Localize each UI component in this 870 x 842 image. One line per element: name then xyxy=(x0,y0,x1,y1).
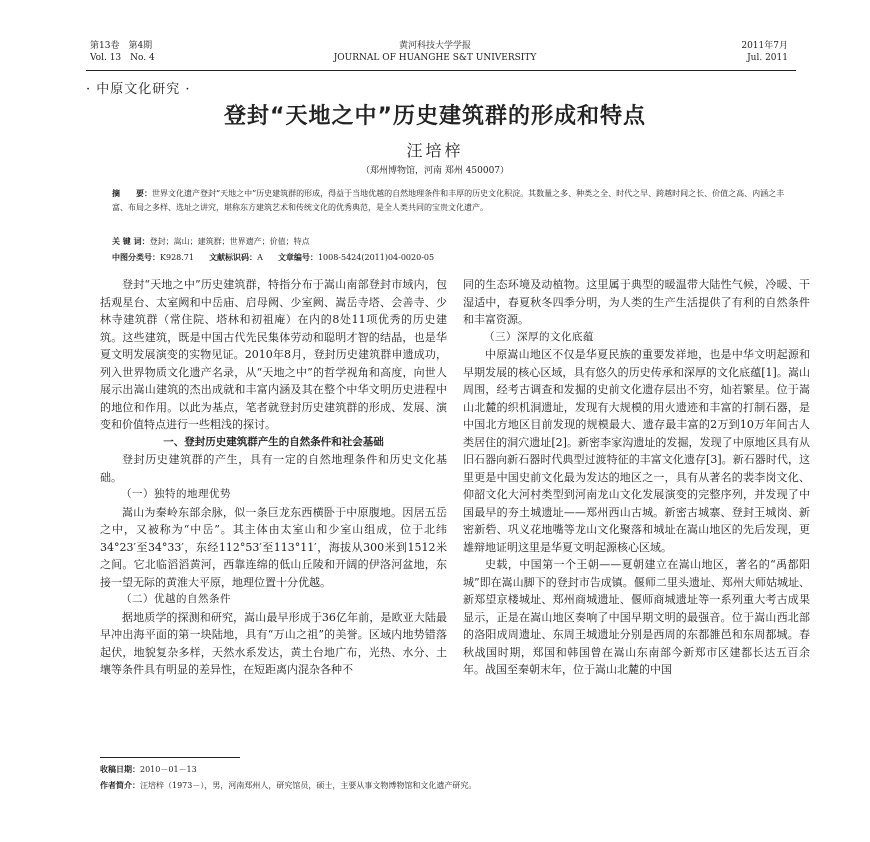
header-date-en: Jul. 2011 xyxy=(747,53,788,63)
received-label: 收稿日期： xyxy=(100,764,140,774)
header-journal-en: JOURNAL OF HUANGHE S&T UNIVERSITY xyxy=(333,53,537,63)
clc-label: 中图分类号： xyxy=(112,252,160,262)
classification-line xyxy=(112,252,434,263)
subsection-heading: （二）优越的自然条件 xyxy=(121,593,231,605)
clc-value: K928.71 xyxy=(160,253,194,262)
header-journal-cn: 黄河科技大学学报 xyxy=(398,41,471,51)
article-title: 登封“天地之中”历史建筑群的形成和特点 xyxy=(224,104,646,129)
subsection-heading: （三）深厚的文化底蕴 xyxy=(484,330,594,343)
body-paragraph: 史载，中国第一个王朝——夏朝建立在嵩山地区，著名的“禹都阳城”即在嵩山脚下的登封市告成镇。偃师二里头遗址、郑州大师姑城址、新郑望京楼城址、郑州商城遗址、偃师商城遗址等一系列重大考古成果显示，正是在嵩山地区奏响了中国早期文明的最强音。位于嵩山西北部的洛阳成周遗址、东周王城遗址分别是西周的东都雒邑和东周都城。春秋战国时期，郑国和韩国曾在嵩山东南部今新郑市区建都长达五百余年。战国至秦朝末年，位于嵩山北麓的中国 xyxy=(463,558,810,676)
doc-code-label: 文献标识码： xyxy=(209,252,258,262)
body-paragraph: 登封历史建筑群的产生，具有一定的自然地理条件和历史文化基础。 xyxy=(100,453,447,484)
keywords-label: 关 键 词： xyxy=(112,236,150,246)
header-date xyxy=(741,40,788,64)
received-value: 2010－01－13 xyxy=(140,765,197,774)
header-volume-cn: 第13卷 第4期 xyxy=(90,41,153,51)
body-paragraph: 同的生态环境及动植物。这里属于典型的暖温带大陆性气候，冷暖、干湿适中，春夏秋冬四季分明，为人类的生产生活提供了有利的自然条件和丰富资源。 xyxy=(463,278,810,326)
article-author: 汪培梓 xyxy=(406,141,464,160)
author-affiliation: （郑州博物馆，河南 郑州 450007） xyxy=(360,166,510,176)
header-divider xyxy=(86,70,796,71)
abstract-text: 世界文化遗产登封“天地之中”历史建筑群的形成，得益于当地优越的自然地理条件和丰厚的历史文化积淀。其数量之多、种类之全、时代之早、跨越时间之长、价值之高、内涵之丰富、布局之多样、选址之讲究，堪称东方建筑艺术和传统文化的优秀典范，是全人类共同的宝贵文化遗产。 xyxy=(112,189,785,212)
body-paragraph: 据地质学的探测和研究，嵩山最早形成于36亿年前，是欧亚大陆最早冲出海平面的第一块陆地，具有“万山之祖”的美誉。区域内地势错落起伏，地貌复杂多样，天然水系发达，黄土台地广布，光热、水分、土壤等条件具有明显的差异性，在短距离内混杂各种不 xyxy=(100,610,447,676)
body-paragraph: 中原嵩山地区不仅是华夏民族的重要发祥地，也是中华文明起源和早期发展的核心区域，具有悠久的历史传承和深厚的文化底蕴[1]。嵩山周围，经考古调查和发掘的史前文化遗存层出不穷，灿若繁星。位于嵩山北麓的织机洞遗址，发现有大规模的用火遗迹和丰富的打制石器，是中国北方地区目前发现的规模最大、遗存最丰富的2万到10万年间古人类居住的洞穴遗址[2]。新密李家沟遗址的发掘，发现了中原地区具有从旧石器向新石器时代典型过渡特征的丰富文化遗存[3]。新石器时代，这里更是中国史前文化最为发达的地区之一，具有从著名的裴李岗文化、仰韶文化大河村类型到河南龙山文化发展演变的完整序列，并发现了中国最早的夯土城遗址——郑州西山古城。新密古城寨、登封王城岗、新密新砦、巩义花地嘴等龙山文化聚落和城址在嵩山地区的先后发现，更雄辩地证明这里是华夏文明起源核心区域。 xyxy=(463,348,810,554)
subsection-heading: （一）独特的地理优势 xyxy=(121,488,231,500)
abstract-label: 摘 要： xyxy=(112,188,152,198)
section-label: · 中原文化研究 · xyxy=(86,82,191,97)
keywords xyxy=(112,236,310,247)
body-column-right xyxy=(463,276,810,679)
article-id-label: 文章编号： xyxy=(277,252,318,262)
author-bio-text: 汪培梓（1973－），男，河南郑州人，研究馆员，硕士，主要从事文物博物馆和文化遗产研究。 xyxy=(140,781,477,790)
header-volume-en: Vol. 13 No. 4 xyxy=(90,53,155,63)
abstract xyxy=(112,186,787,215)
section-heading: 一、登封历史建筑群产生的自然条件和社会基础 xyxy=(163,435,384,448)
author-bio xyxy=(100,780,476,791)
header-journal xyxy=(0,40,870,64)
article-id-value: 1008-5424(2011)04-0020-05 xyxy=(317,253,435,262)
keywords-text: 登封；嵩山；建筑群；世界遗产；价值；特点 xyxy=(149,237,310,246)
author-bio-label: 作者简介： xyxy=(100,780,140,790)
body-paragraph: 嵩山为秦岭东部余脉，似一条巨龙东西横卧于中原腹地。因居五岳之中，又被称为“中岳”。其主体由太室山和少室山组成，位于北纬34°23′至34°33′，东经112°53′至113°11′，海拔从300米到1512米之间。它北临滔滔黄河，西靠连绵的低山丘陵和开阔的伊洛河盆地，东接一望无际的黄淮大平原，地理位置十分优越。 xyxy=(100,505,447,589)
received-date xyxy=(100,764,197,775)
body-column-left xyxy=(100,276,447,679)
body-paragraph: 登封“天地之中”历史建筑群，特指分布于嵩山南部登封市域内，包括观星台、太室阙和中岳庙、启母阙、少室阙、嵩岳寺塔、会善寺、少林寺建筑群（常住院、塔林和初祖庵）在内的8处11项优秀的历史建筑。这些建筑，既是中国古代先民集体劳动和聪明才智的结晶，也是华夏文明发展演变的实物见证。2010年8月，登封历史建筑群申遗成功，列入世界物质文化遗产名录，从“天地之中”的哲学视角和高度，向世人展示出嵩山建筑的杰出成就和丰富内涵及其在整个中华文明历史进程中的地位和作用。以此为基点，笔者就登封历史建筑群的形成、发展、演变和价值特点进行一些粗浅的探讨。 xyxy=(100,278,447,431)
footnote-divider xyxy=(100,757,240,758)
header-date-cn: 2011年7月 xyxy=(741,41,788,51)
doc-code-value: A xyxy=(257,253,263,262)
